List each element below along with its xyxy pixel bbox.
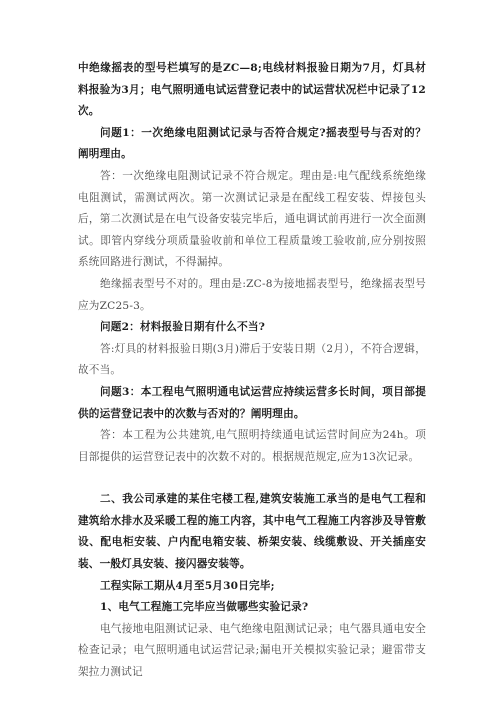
- item-1-heading: 1、电气工程施工完毕应当做哪些实验记录?: [100, 601, 309, 614]
- schedule-paragraph: 工程实际工期从4月至5月30日完毕;: [100, 579, 275, 592]
- answer-1-paragraph: 答：一次绝缘电阻测试记录不符合规定。理由是:电气配线系统绝缘电阻测试，需测试两次。第一次测试记录是在配线工程安装、焊接包头后，第二次测试是在电气设备安装完毕后，通电调试前再进行一次全面测试。即管内穿线分项质量验收前和单位工程质量竣工验收前,应分别按照系统回路进行测试，不得漏掉。: [78, 169, 426, 269]
- question-2-heading: 问题2：材料报验日期有什么不当?: [100, 321, 266, 334]
- answer-3-paragraph: 答：本工程为公共建筑,电气照明持续通电试运营时间应为24h。项目部提供的运营登记表中的次数不对的。根据规范规定,应为13次记录。: [78, 429, 426, 463]
- question-3-heading: 问题3：本工程电气照明通电试运营应持续运营多长时间，项目部提供的运营登记表中的次数与否对的？阐明理由。: [78, 385, 426, 420]
- answer-1-megger-paragraph: 绝缘摇表型号不对的。理由是:ZC-8为接地摇表型号，绝缘摇表型号应为ZC25-3。: [78, 277, 426, 312]
- section-2-heading: 二、我公司承建的某住宅楼工程,建筑安装施工承当的是电气工程和建筑给水排水及采暖工程的施工内容，其中电气工程施工内容涉及导管敷设、配电柜安装、户内配电箱安装、桥架安装、线缆敷设、开关插座安装、一般灯具安装、接闪器安装等。: [78, 493, 426, 571]
- answer-2-paragraph: 答:灯具的材料报验日期(3月)滞后于安装日期（2月），不符合逻辑，故不当。: [78, 342, 426, 377]
- document-body: [78, 58, 426, 684]
- question-1-heading: 问题1：一次绝缘电阻测试记录与否符合规定?摇表型号与否对的？阐明理由。: [78, 126, 426, 161]
- section-spacer: [78, 468, 426, 489]
- paragraph-intro: 中绝缘摇表的型号栏填写的是ZC—8;电线材料报验日期为7月，灯具材料报验为3月；电气照明通电试运营登记表中的试运营状况栏中记录了12次。: [78, 62, 426, 118]
- item-1-answer-paragraph: 电气接地电阻测试记录、电气绝缘电阻测试记录；电气器具通电安全检查记录；电气照明通电试运营记录;漏电开关模拟实验记录；避雷带支架拉力测试记: [78, 622, 426, 679]
